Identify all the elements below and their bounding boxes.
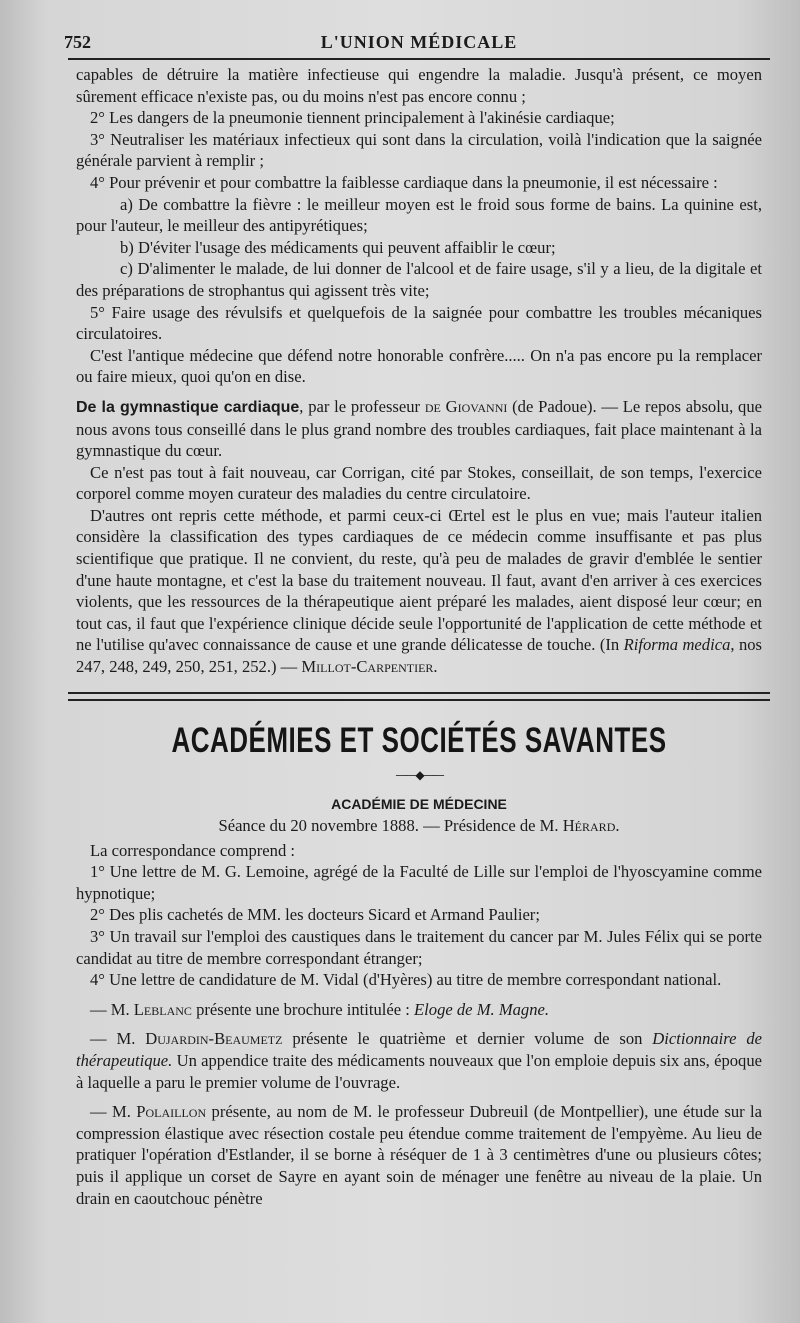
running-head	[64, 22, 762, 56]
author-name: Giovanni	[445, 396, 508, 416]
paragraph: 4° Une lettre de candidature de M. Vidal (d'Hyères) au titre de membre correspondant national.	[90, 970, 722, 990]
article-title: De la gymnastique cardiaque	[76, 398, 300, 416]
presentation-text: présente une brochure intitulée :	[191, 999, 415, 1019]
spacer	[76, 1020, 762, 1028]
paragraph: 4° Pour prévenir et pour combattre la faiblesse cardiaque dans la pneumonie, il est nécessaire :	[90, 172, 718, 192]
paragraph: 3° Neutraliser les matériaux infectieux qui sont dans la circulation, voilà l'indication que la saignée générale parvient à remplir ;	[76, 129, 762, 171]
section-title: ACADÉMIES ET SOCIÉTÉS SAVANTES	[171, 719, 667, 760]
presentation-rest: Un appendice traite des médicaments nouveaux que l'on emploie depuis six ans, époque à laquelle a paru le premier volume de l'ouvrage.	[76, 1050, 762, 1092]
page-number: 752	[64, 32, 91, 52]
dash-prefix: — M.	[90, 999, 134, 1019]
article-lead-paragraph	[76, 396, 762, 462]
spacer	[76, 1093, 762, 1101]
signature: Millot-Carpentier.	[301, 657, 438, 677]
paragraph: Ce n'est pas tout à fait nouveau, car Corrigan, cité par Stokes, conseillait, de son temps, l'exercice corporel comme moyen curateur des maladies du centre circulatoire.	[76, 462, 762, 504]
paragraph: 3° Un travail sur l'emploi des caustiques dans le traitement du cancer par M. Jules Félix qui se porte candidat au titre de membre correspondant étranger;	[76, 927, 762, 968]
section-divider	[68, 692, 770, 701]
dash-prefix: — M.	[90, 1029, 146, 1049]
paragraph-text: D'autres ont repris cette méthode, et parmi ceux-ci Œrtel est le plus en vue; mais l'auteur italien considère la classification des types cardiaques de ce médecin comme insuffisante et pas plus scientifique que pratique. Il ne convient, du reste, qu'à peu de malades de gravir d'emblée le sentier d'une haute montagne, et c'est la base du traitement nouveau. Il faut, avant d'en arriver à ces exercices violents, que les ressources de la thérapeutique aient préparé les malades, aient disposé leur cœur; en tout cas, il faut que l'expérience clinique décide seule l'opportunité de l'application de cette méthode et ne l'utilise qu'avec connaissance de cause et une grande délicatesse de touche. (In	[76, 505, 762, 655]
session-line	[76, 816, 762, 836]
paragraph: b) D'éviter l'usage des médicaments qui peuvent affaiblir le cœur;	[120, 237, 556, 257]
presentation-polaillon	[76, 1101, 762, 1209]
article-intro-end: (de Padoue). — Le repos absolu, que nous avons tous conseillé dans le plus grand nombre des troubles cardiaques, fait place maintenant à la gymnastique du cœur.	[76, 396, 762, 461]
article-intro: , par le professeur	[299, 396, 425, 416]
presenter-name: Dujardin-Beaumetz	[145, 1029, 283, 1049]
paragraph: 2° Les dangers de la pneumonie tiennent principalement à l'akinésie cardiaque;	[90, 108, 615, 128]
paragraph: C'est l'antique médecine que défend notre honorable confrère..... On n'a pas encore pu la remplacer ou faire mieux, quoi qu'on en dise.	[76, 345, 762, 387]
author-prefix: de	[424, 396, 441, 416]
ornament: ——◆——	[395, 767, 443, 782]
header-rule	[68, 58, 770, 60]
session-text: Séance du 20 novembre 1888. — Présidence de M.	[218, 815, 563, 835]
paragraph: 2° Des plis cachetés de MM. les docteurs Sicard et Armand Paulier;	[90, 905, 540, 925]
presenter-name: Leblanc	[133, 999, 192, 1019]
presentation-text: présente le quatrième et dernier volume de son	[282, 1029, 653, 1049]
presentation-dujardin	[76, 1028, 762, 1093]
paragraph: capables de détruire la matière infectieuse qui engendre la maladie. Jusqu'à présent, ce moyen sûrement efficace n'existe pas, ou du moins n'est pas encore connu ;	[76, 65, 762, 106]
paragraph: 5° Faire usage des révulsifs et quelquefois de la saignée pour combattre les troubles mécaniques circulatoires.	[76, 302, 762, 344]
spacer	[76, 388, 762, 396]
presentation-text: présente, au nom de M. le professeur Dubreuil (de Montpellier), une étude sur la compression élastique avec résection costale peu étendue comme traitement de l'empyème. Au lieu de pratiquer l'opération d'Estlander, il se borne à réséquer de 1 à 3 centimètres d'une ou plusieurs côtes; puis il applique un corset de Sayre en ayant soin de ménager une fenêtre au niveau de la plaie. Un drain en caoutchouc pénètre	[76, 1102, 762, 1208]
paragraph	[76, 505, 762, 678]
dash-prefix: — M.	[90, 1102, 137, 1122]
paragraph: c) D'alimenter le malade, de lui donner de l'alcool et de faire usage, s'il y a lieu, de la digitale et des préparations de strophantus qui agissent très vite;	[76, 259, 762, 300]
spacer	[76, 991, 762, 999]
citation-numbers: , nos 247, 248, 249, 250, 251, 252.) —	[76, 635, 762, 677]
presenter-name: Polaillon	[136, 1102, 207, 1122]
citation-journal: Riforma medica	[623, 635, 731, 655]
journal-title: L'UNION MÉDICALE	[320, 32, 518, 52]
paragraph: a) De combattre la fièvre : le meilleur moyen est le froid sous forme de bains. La quinine est, pour l'auteur, le meilleur des antipyrétiques;	[76, 194, 762, 236]
presentation-leblanc	[76, 999, 762, 1021]
paragraph: 1° Une lettre de M. G. Lemoine, agrégé de la Faculté de Lille sur l'emploi de l'hyoscyamine comme hypnotique;	[76, 862, 762, 903]
work-title: Eloge de M. Magne.	[414, 999, 550, 1019]
section-subtitle: ACADÉMIE DE MÉDECINE	[331, 795, 507, 812]
president-name: Hérard.	[562, 815, 620, 835]
paragraph: La correspondance comprend :	[90, 840, 296, 860]
work-title: Dictionnaire de thérapeutique.	[76, 1029, 763, 1070]
